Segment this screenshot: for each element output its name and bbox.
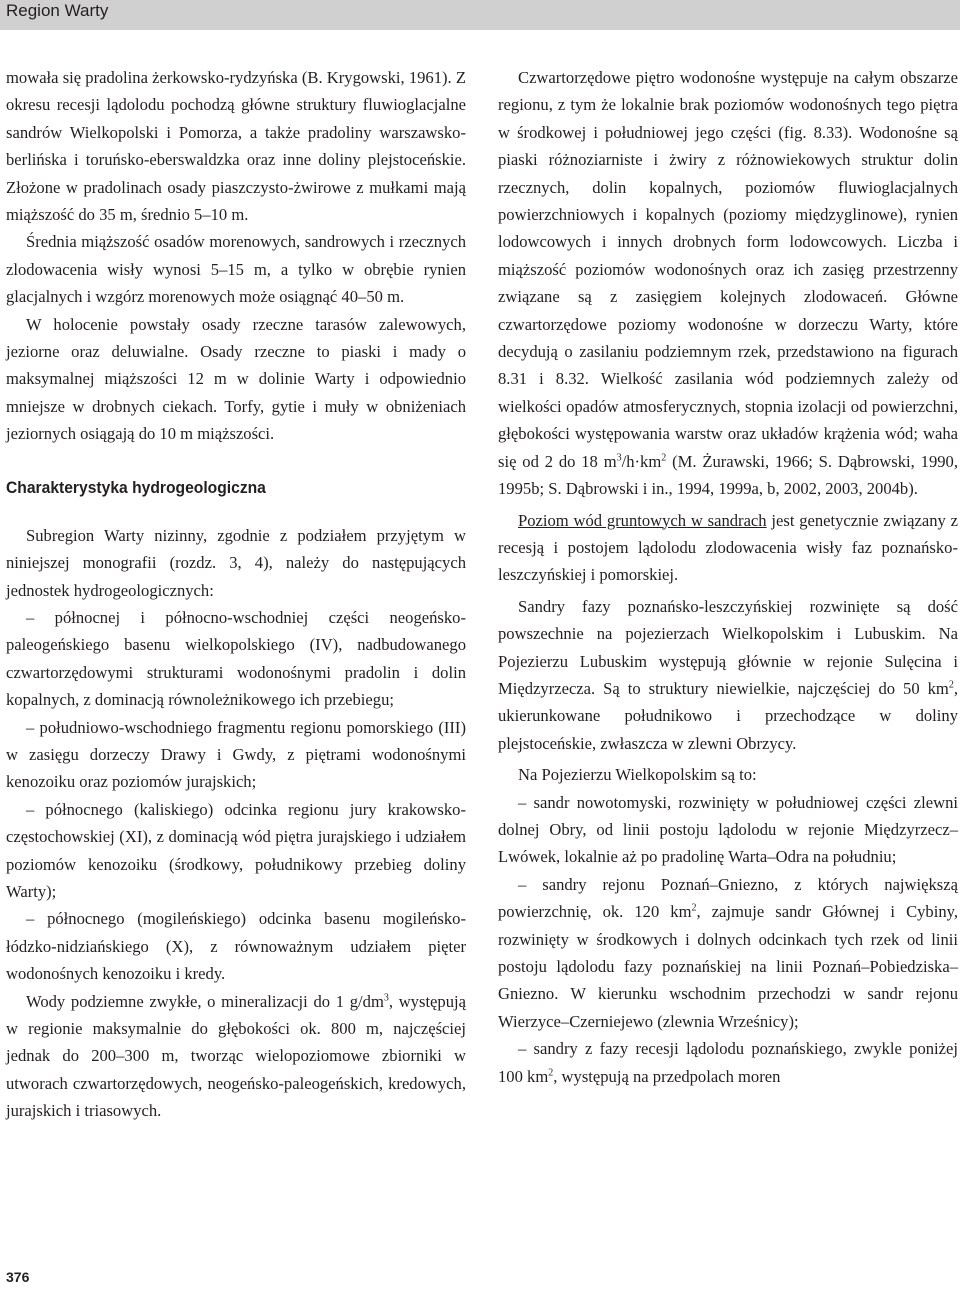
section-heading: Charakterystyka hydrogeologiczna	[6, 477, 266, 497]
page-number: 376	[6, 1269, 30, 1285]
paragraph	[6, 988, 466, 1125]
paragraph	[498, 64, 958, 503]
paragraph: W holocenie powstały osady rzeczne tarasów zalewowych, jeziorne oraz deluwialne. Osady rzeczne to piaski i mady o maksymalnej miąższości 12 m w dolinie Warty i odpowiednio mniejsze w drobnych ciekach. Torfy, gytie i muły w obniżeniach jeziornych osiągają do 10 m miąższości.	[6, 314, 466, 444]
running-head	[0, 0, 960, 30]
right-column	[498, 64, 958, 1090]
paragraph	[498, 507, 958, 589]
paragraph: Subregion Warty nizinny, zgodnie z podziałem przyjętym w niniejszej monografii (rozdz. 3, 4), należy do następujących jednostek hydrogeologicznych:	[6, 525, 466, 600]
lead-term: Czwartorzędowe piętro wodonośne	[518, 68, 756, 87]
list-item	[498, 871, 958, 1035]
list-item: – północnej i północno-wschodniej części neogeńsko-paleogeńskiego basenu wielkopolskiego (IV), nadbudowanego czwartorzędowymi strukturami wodonośnymi pradolin i dolin kopalnych, z dominacją równoleżnikowego ich przebiegu;	[6, 607, 466, 710]
text-run: – sandry rejonu Poznań–Gniezno, z których największą powierzchnię, ok. 120 km	[498, 874, 958, 922]
text-run: występuje na całym obszarze regionu, z tym że lokalnie brak poziomów wodonośnych tego piętra w środkowej i południowej jego części (fig. 8.33). Wodonośne są piaski różnoziarniste i żwiry z różnowiekowych struktur dolin rzecznych, dolin kopalnych, poziomów fluwioglacjalnych powierzchniowych i kopalnych (poziomy międzyglinowe), rynien lodowcowych i innych drobnych form lodowcowych. Liczba i miąższość poziomów wodonośnych oraz ich zasięg przestrzenny związane są z zasięgiem kolejnych zlodowaceń. Główne czwartorzędowe poziomy wodonośne w dorzeczu Warty, które decydują o zasilaniu podziemnym rzek, przedstawiono na figurach 8.31 i 8.32. Wielkość zasilania wód podziemnych zależy od wielkości opadów atmosferycznych, stopnia izolacji od powierzchni, głębokości występowania warstw oraz układów krążenia wód; waha się od 2 do 18 m	[498, 68, 958, 471]
text-run: , zajmuje sandr Głównej i Cybiny, rozwinięty w środkowych i dolnych odcinkach tych rzek od linii postoju lądolodu fazy poznańskiej na linii Poznań–Pobiedziska–Gniezno. W kierunku wschodnim przechodzi w sandr rejonu Wierzyce–Czerniejewo (zlewnia Wrześnicy);	[498, 902, 959, 1031]
list-item	[498, 1035, 958, 1090]
paragraph: Średnia miąższość osadów morenowych, sandrowych i rzecznych zlodowacenia wisły wynosi 5–15 m, a tylko w obrębie rynien glacjalnych i wzgórz morenowych może osiągnąć 40–50 m.	[6, 232, 466, 307]
text-run: Sandry fazy poznańsko-leszczyńskiej rozwinięte są dość powszechnie na pojezierzach Wielkopolskim i Lubuskim. Na Pojezierzu Lubuskim występują głównie w rejonie Sulęcina i Międzyrzecza. Są to struktury niewielkie, najczęściej do 50 km	[498, 596, 958, 698]
list-item: – północnego (kaliskiego) odcinka regionu jury krakowsko-częstochowskiej (XI), z dominacją wód piętra jurajskiego i udziałem poziomów kenozoiku (środkowy, południkowy przebieg doliny Warty);	[6, 799, 466, 901]
paragraph: mowała się pradolina żerkowsko-rydzyńska (B. Krygowski, 1961). Z okresu recesji lądolodu pochodzą główne struktury fluwioglacjalne sandrów Wielkopolski i Pomorza, a także pradoliny warszawsko-berlińska i toruńsko-eberswaldzka oraz inne doliny plejstoceńskie. Złożone w pradolinach osady piaszczysto-żwirowe z mułkami mają miąższość do 35 m, średnio 5–10 m.	[6, 68, 466, 225]
text-run: , występują na przedpolach moren	[553, 1066, 781, 1086]
lead-term: Poziom wód gruntowych w sandrach	[518, 510, 767, 530]
running-head-title: Region Warty	[6, 1, 109, 20]
text-run: , występują w regionie maksymalnie do głębokości ok. 800 m, najczęściej jednak do 200–300 m, tworząc wielopoziomowe zbiorniki w utworach czwartorzędowych, neogeńsko-paleogeńskich, kredowych, jurajskich i triasowych.	[6, 991, 466, 1121]
text-run: Wody podziemne zwykłe, o mineralizacji do 1 g/dm	[26, 991, 384, 1011]
text-run: (M. Żurawski, 1966; S. Dąbrowski, 1990, 1995b; S. Dąbrowski i in., 1994, 1999a, b, 2002, 2003, 2004b).	[498, 451, 958, 499]
superscript: 2	[661, 452, 667, 464]
superscript: 2	[948, 679, 954, 691]
superscript: 2	[691, 902, 697, 914]
superscript: 2	[548, 1067, 554, 1079]
list-item: – południowo-wschodniego fragmentu regionu pomorskiego (III) w zasięgu dorzeczy Drawy i Gwdy, z piętrami wodonośnymi kenozoiku oraz poziomów jurajskich;	[6, 717, 466, 792]
list-item: – północnego (mogileńskiego) odcinka basenu mogileńsko-łódzko-nidziańskiego (X), z równoważnym udziałem pięter wodonośnych kenozoiku i kredy.	[6, 909, 466, 984]
text-run: jest genetycznie związany z recesją i postojem lądolodu zlodowacenia wisły faz poznańsko-leszczyńskiej i pomorskiej.	[498, 510, 958, 585]
superscript: 3	[616, 452, 622, 464]
text-run: – sandry z fazy recesji lądolodu poznańskiego, zwykle poniżej 100 km	[498, 1039, 958, 1086]
superscript: 3	[383, 992, 389, 1004]
list-item: – sandr nowotomyski, rozwinięty w południowej części zlewni dolnej Obry, od linii postoju lądolodu w rejonie Międzyrzecz–Lwówek, lokalnie aż po pradolinę Warta–Odra na południu;	[498, 792, 958, 867]
text-run: /h·km	[621, 451, 662, 471]
text-run: , ukierunkowane południkowo i przechodzące w doliny plejstoceńskie, zwłaszcza w zlewni Obrzycy.	[498, 678, 958, 753]
left-column	[6, 64, 466, 1125]
paragraph	[498, 593, 958, 757]
paragraph: Na Pojezierzu Wielkopolskim są to:	[518, 765, 757, 785]
